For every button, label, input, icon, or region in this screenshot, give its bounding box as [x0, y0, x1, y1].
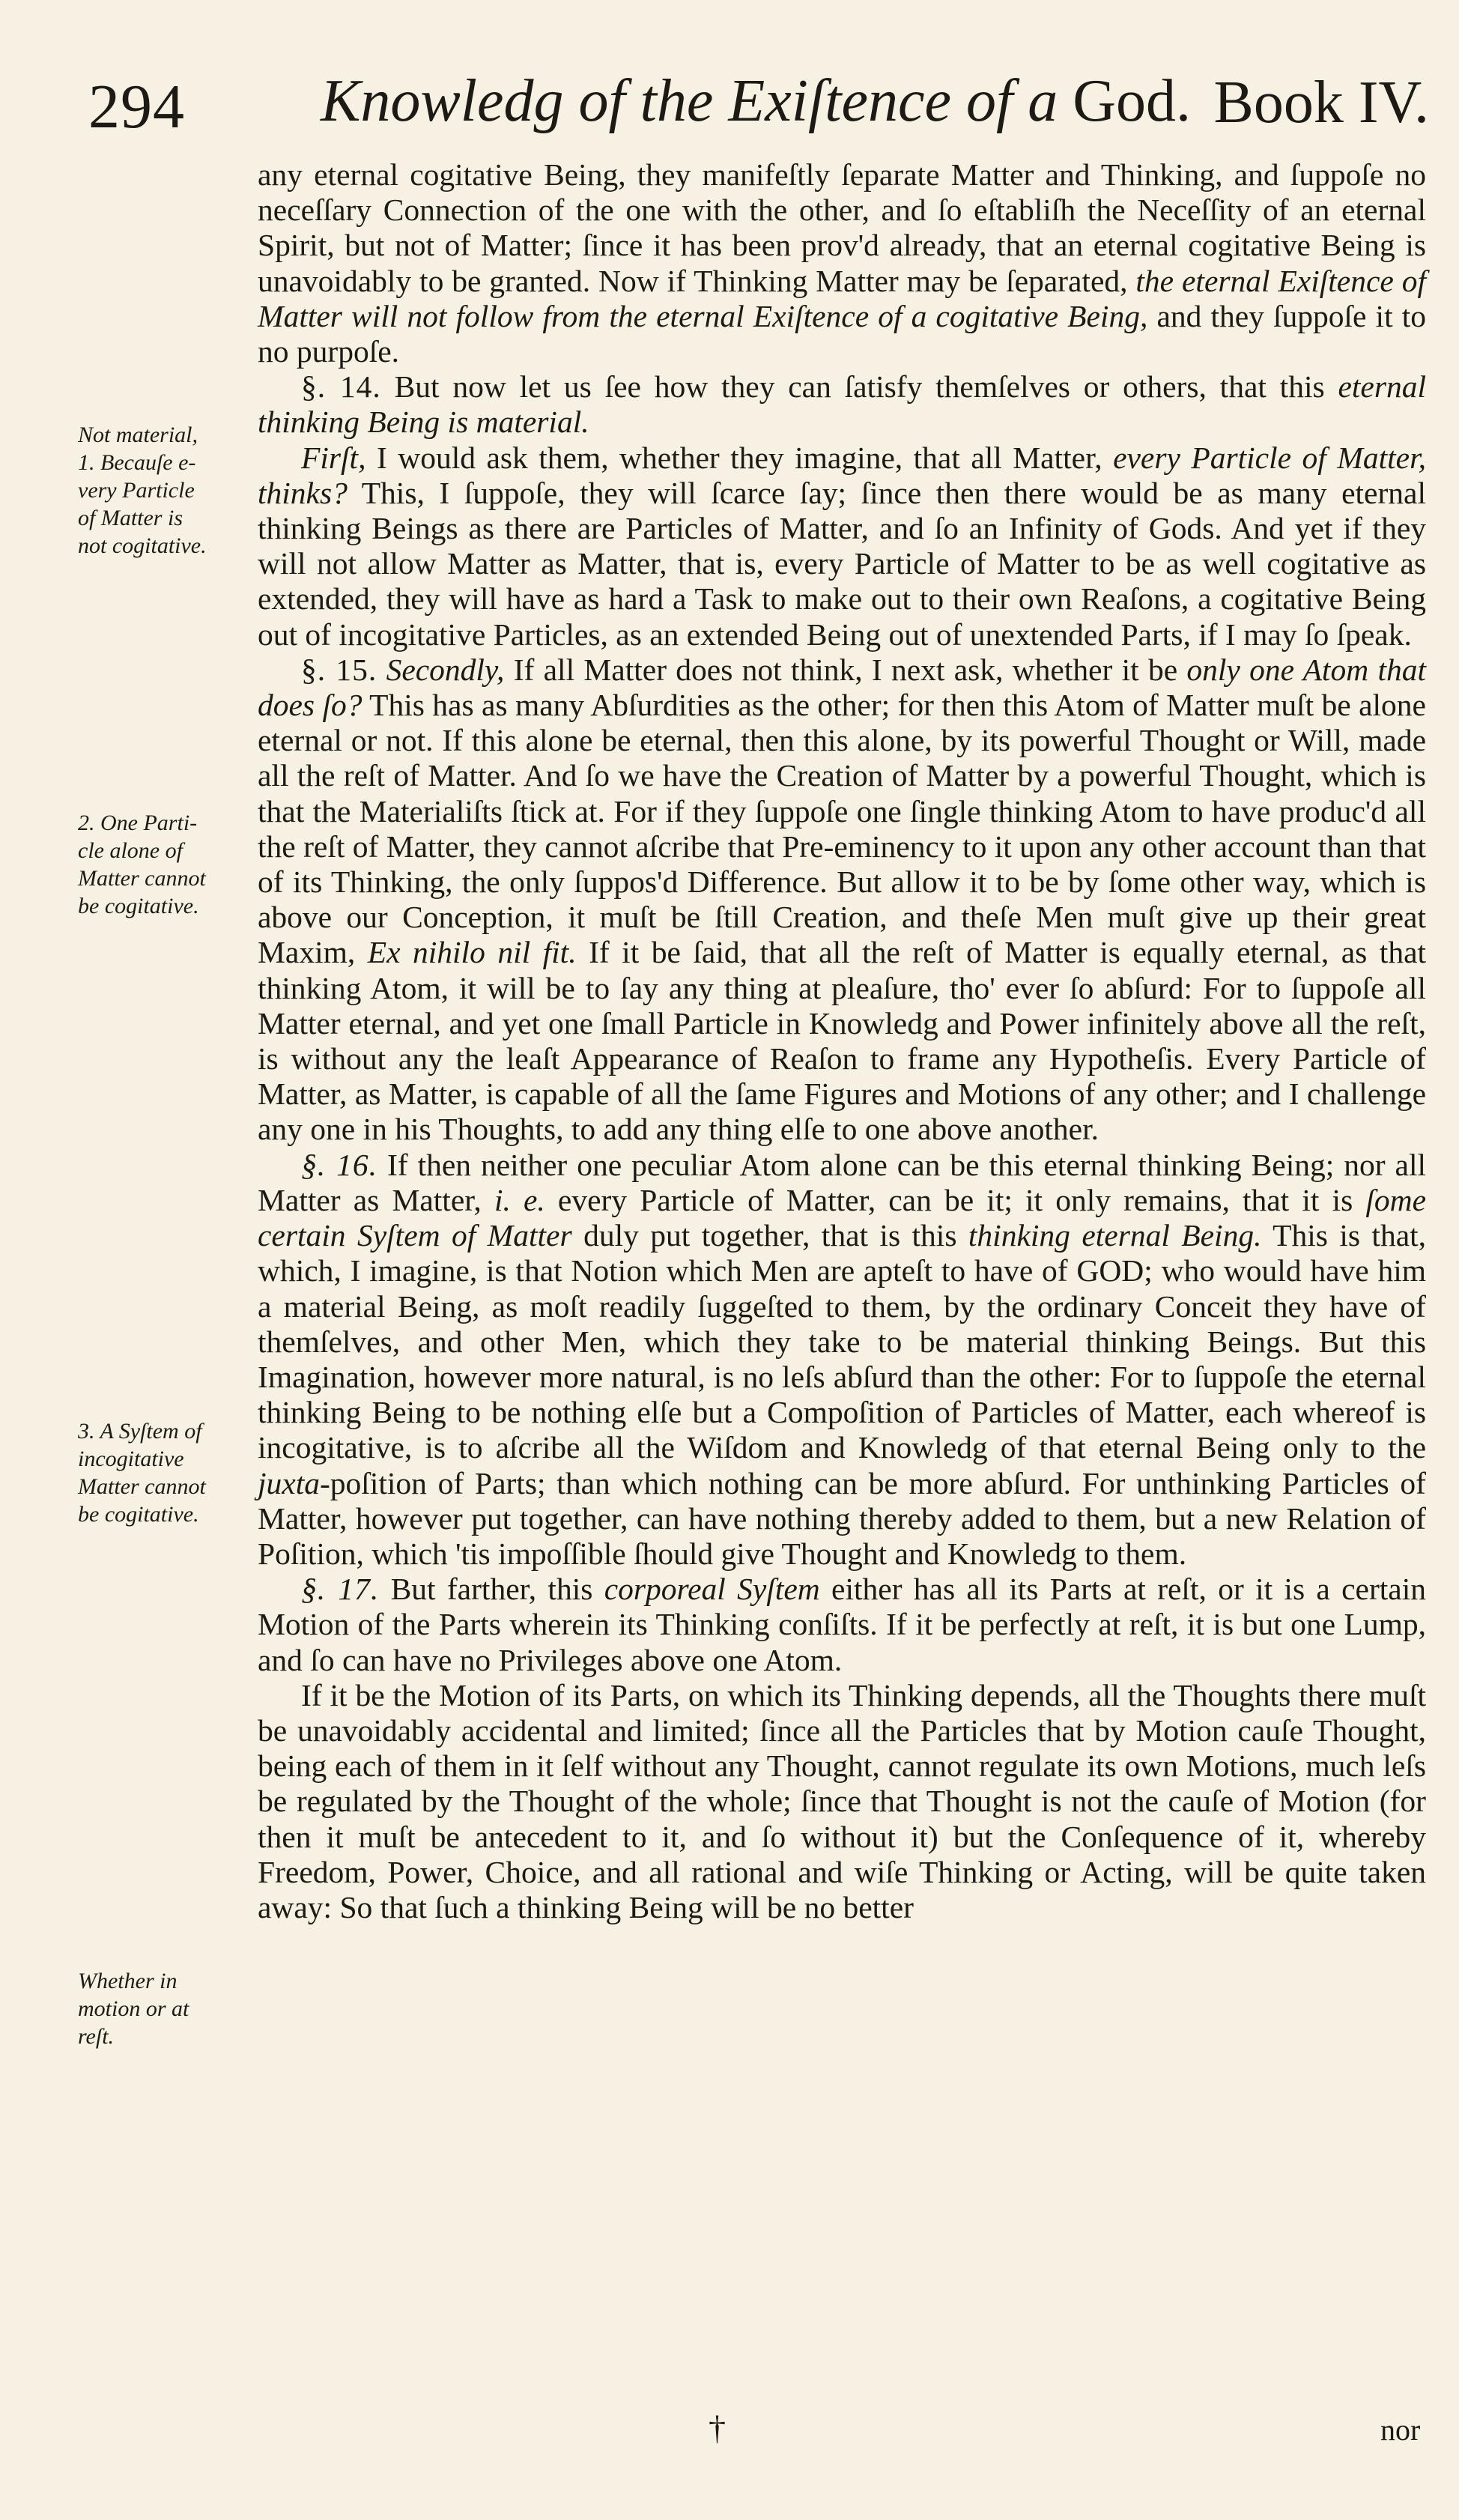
text-run: duly put together, that is this [583, 1218, 957, 1253]
note-line: be cogitative. [78, 894, 199, 918]
paragraph-motion [258, 1678, 1426, 1925]
text-run: If all Matter does not think, I next ask, whether it be [513, 652, 1178, 687]
section-number: §. 15. [301, 652, 377, 687]
italic-run: ſome certain Syſtem of Matter [258, 1182, 1427, 1253]
italic-run: Ex nihilo nil fit. [367, 935, 577, 970]
note-line: reſt. [78, 2024, 115, 2049]
note-line: Matter cannot [78, 866, 206, 891]
marginal-note-16 [78, 1417, 252, 1528]
italic-run: juxta [258, 1465, 320, 1500]
text-run: either has all its Parts at reſt, or it is a certain Motion of the Parts wherein its Thinking conſiſts. If it be perfectly at reſt, it is but one Lump, and ſo can have no Privileges above one Atom. [258, 1572, 1427, 1677]
note-line: Matter cannot [78, 1474, 206, 1499]
note-line: very Particle [78, 478, 195, 503]
italic-run: thinking eternal Being. [968, 1218, 1262, 1253]
book-number: Book IV. [1213, 70, 1429, 136]
running-head [88, 61, 1437, 144]
paragraph-section-16 [258, 1148, 1426, 1572]
paragraph-section-14 [258, 369, 1426, 440]
text-run: any eternal cogitative Being, they manifeſtly ſeparate Matter and Thinking, and ſuppoſe no neceſſary Connection of the one with the other, and ſo eſtabliſh the Neceſſity of an eternal Spirit, but not of Matter; ſince it has been prov'd already, that an eternal cogitative Being is unavoidably to be granted. Now if Thinking Matter may be ſeparated, [258, 157, 1426, 298]
signature-mark: † [709, 2408, 726, 2447]
text-run: If it be ſaid, that all the reſt of Matter is equally eternal, as that thinking Atom, it will be to ſay any thing at pleaſure, tho' ever ſo abſurd: For to ſuppoſe all Matter eternal, and yet one ſmall Particle in Knowledg and Power infinitely above all the reſt, is without any the leaſt Appearance of Reaſon to frame any Hypotheſis. Every Particle of Matter, as Matter, is capable of all the ſame Figures and Motions of any other; and I challenge any one in his Thoughts, to add any thing elſe to one above another. [258, 935, 1427, 1147]
catchword: nor [1380, 2413, 1421, 2447]
italic-run: i. e. [494, 1182, 545, 1217]
section-number: §. 17. [301, 1572, 380, 1607]
note-line: Not material, [78, 422, 198, 447]
text-run: But now let us ſee how they can ſatisfy themſelves or others, that this [394, 369, 1325, 405]
italic-run: only one Atom that does ſo? [258, 652, 1427, 723]
running-title [321, 67, 1191, 136]
marginal-note-14 [78, 421, 252, 560]
body-text [258, 157, 1426, 1925]
note-line: Whether in [78, 1969, 178, 1993]
italic-run: the eternal Exiſtence of Matter will not follow from the eternal Exiſtence of a cogitative Being, [258, 263, 1426, 333]
note-line: be cogitative. [78, 1502, 199, 1527]
running-title-roman: God. [1073, 68, 1191, 134]
note-line: motion or at [78, 1996, 189, 2021]
section-number: §. 14. [301, 369, 381, 405]
italic-run: corporeal Syſtem [604, 1572, 820, 1607]
note-line: 3. A Syſtem of [78, 1419, 202, 1444]
text-run: If then neither one peculiar Atom alone can be this eternal thinking Being; nor all Matter as Matter, [258, 1147, 1427, 1217]
text-run: This, I ſuppoſe, they will ſcarce ſay; ſince then there would be as many eternal thinking Beings as there are Particles of Matter, and ſo an Infinity of Gods. And yet if they will not allow Matter as Matter, that is, every Particle of Matter to be as well cogitative as extended, they will have as hard a Task to make out to their own Reaſons, a cogitative Being out of incogitative Particles, as an extended Being out of unextended Parts, if I may ſo ſpeak. [258, 475, 1426, 652]
text-run: and they ſuppoſe it to no purpoſe. [258, 298, 1426, 369]
marginal-note-15 [78, 809, 252, 920]
page-number: 294 [88, 72, 185, 142]
marginal-note-17 [78, 1967, 252, 2050]
running-title-italic: Knowledg of the Exiſtence of a [321, 68, 1058, 134]
italic-run: eternal thinking Being is material. [258, 369, 1427, 440]
note-line: cle alone of [78, 838, 183, 863]
paragraph-section-17 [258, 1572, 1426, 1678]
text-run: every Particle of Matter, can be it; it only remains, that it is [557, 1182, 1353, 1217]
text-run: This has as many Abſurdities as the other; for then this Atom of Matter muſt be alone eternal or not. If this alone be eternal, then this alone, by its powerful Thought or Will, made all the reſt of Matter. And ſo we have the Creation of Matter by a powerful Thought, which is that the Materialiſts ſtick at. For if they ſuppoſe one ſingle thinking Atom to have produc'd all the reſt of Matter, they cannot aſcribe that Pre-eminency to it upon any other account than that of its Thinking, the only ſuppos'd Difference. But allow it to be by ſome other way, which is above our Conception, it muſt be ſtill Creation, and theſe Men muſt give up their great Maxim, [258, 688, 1426, 970]
text-run: I would ask them, whether they imagine, that all Matter, [376, 440, 1102, 475]
paragraph-continuation [258, 157, 1426, 369]
text-run: But farther, this [390, 1572, 593, 1607]
paragraph-section-15 [258, 652, 1426, 1148]
note-line: of Matter is [78, 506, 183, 530]
italic-run: Secondly, [386, 652, 505, 687]
text-run: This is that, which, I imagine, is that Notion which Men are apteſt to have of GOD; who would have him a material Being, as moſt readily ſuggeſted to them, by the ordinary Conceit they have of themſelves, and other Men, which they take to be material thinking Beings. But this Imagination, however more natural, is no leſs abſurd than the other: For to ſuppoſe the eternal thinking Being to be nothing elſe but a Compoſition of Particles of Matter, each whereof is incogitative, is to aſcribe all the Wiſdom and Knowledg of that eternal Being only to the [258, 1218, 1427, 1465]
italic-run: Firſt, [301, 440, 366, 475]
note-line: not cogitative. [78, 533, 207, 558]
text-run: -poſition of Parts; than which nothing can be more abſurd. For unthinking Particles of Matter, however put together, can have nothing thereby added to them, but a new Relation of Poſition, which 'tis impoſſible ſhould give Thought and Knowledg to them. [258, 1465, 1426, 1571]
note-line: 1. Becauſe e- [78, 450, 196, 475]
text-run: If it be the Motion of its Parts, on which its Thinking depends, all the Thoughts there muſt be unavoidably accidental and limited; ſince all the Particles that by Motion cauſe Thought, being each of them in it ſelf without any Thought, cannot regulate its own Motions, much leſs be regulated by the Thought of the whole; ſince that Thought is not the cauſe of Motion (for then it muſt be antecedent to it, and ſo without it) but the Conſequence of it, whereby Freedom, Power, Choice, and all rational and wiſe Thinking or Acting, will be quite taken away: So that ſuch a thinking Being will be no better [258, 1677, 1426, 1924]
paragraph-first [258, 440, 1426, 652]
note-line: incogitative [78, 1447, 184, 1471]
note-line: 2. One Parti- [78, 811, 198, 835]
italic-run: every Particle of Matter, thinks? [258, 440, 1426, 510]
section-number: §. 16. [301, 1147, 377, 1182]
